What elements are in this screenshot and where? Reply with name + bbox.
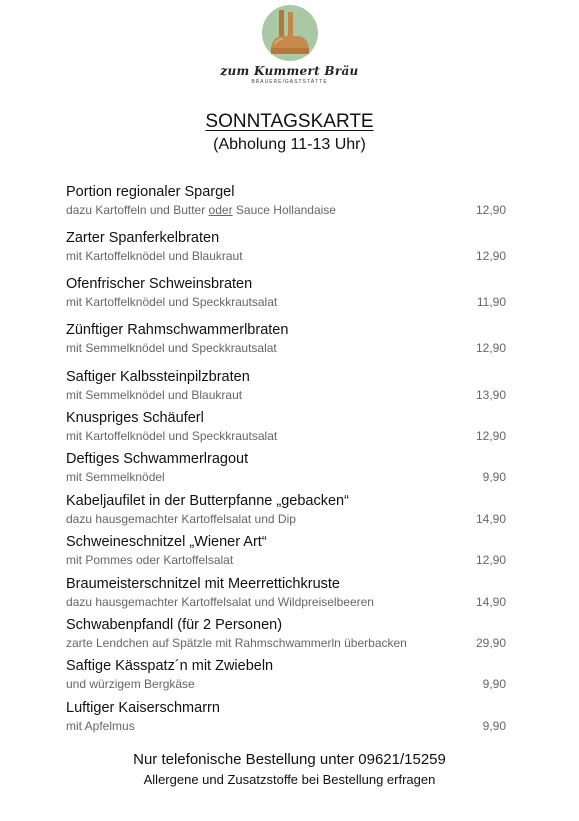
menu-item [66,230,506,264]
menu-item [66,493,506,527]
menu-item [66,576,506,610]
order-note: Nur telefonische Bestellung unter 09621/15259 [133,751,446,768]
brand-tagline: BRAUEREIGASTSTÄTTE [251,79,328,85]
menu-item [66,410,506,444]
item-price: 12,90 [475,249,506,263]
item-description-end: Sauce Hollandaise [232,203,336,217]
item-description: mit Semmelknödel und Speckkrautsalat [66,341,277,355]
menu-item [66,658,506,692]
item-name: Deftiges Schwammerlragout [66,451,249,467]
item-description: zarte Lendchen auf Spätzle mit Rahmschwammerln überbacken [66,636,407,650]
item-name: Zünftiger Rahmschwammerlbraten [66,322,289,338]
brewery-kettle-icon [261,4,319,62]
item-name: Braumeisterschnitzel mit Meerrettichkruste [66,576,340,592]
item-description: mit Kartoffelknödel und Speckkrautsalat [66,295,278,309]
item-name: Schweineschnitzel „Wiener Art“ [66,534,267,550]
item-price: 12,90 [475,341,506,355]
item-description-underlined: oder [208,203,233,217]
item-description: und würzigem Bergkäse [66,677,195,691]
menu-item [66,369,506,403]
item-description: mit Kartoffelknödel und Blaukraut [66,249,243,263]
item-price: 12,90 [475,429,506,443]
item-description: dazu hausgemachter Kartoffelsalat und Wildpreiselbeeren [66,595,374,609]
item-description [66,203,506,218]
restaurant-logo [0,4,579,85]
item-name: Luftiger Kaiserschmarrn [66,700,220,716]
item-name: Saftiger Kalbssteinpilzbraten [66,369,250,385]
item-description: mit Apfelmus [66,719,135,733]
item-price: 11,90 [476,295,506,309]
item-price: 12,90 [475,203,506,217]
brand-name: zum Kummert Bräu [220,64,359,78]
item-name: Knuspriges Schäuferl [66,410,204,426]
menu-item [66,617,506,651]
item-description: mit Pommes oder Kartoffelsalat [66,553,234,567]
item-name: Schwabenpfandl (für 2 Personen) [66,617,283,633]
item-price: 13,90 [475,388,506,402]
page-subtitle: (Abholung 11-13 Uhr) [213,136,366,153]
item-name: Ofenfrischer Schweinsbraten [66,276,253,292]
item-description: dazu hausgemachter Kartoffelsalat und Dip [66,512,296,526]
item-price: 14,90 [475,512,506,526]
page-title: SONNTAGSKARTE [205,111,374,132]
item-price: 9,90 [482,677,506,691]
item-price: 9,90 [482,719,506,733]
allergen-note: Allergene und Zusatzstoffe bei Bestellung erfragen [143,772,436,787]
menu-item [66,700,506,734]
item-description: mit Kartoffelknödel und Speckkrautsalat [66,429,278,443]
item-name: Kabeljaufilet in der Butterpfanne „gebacken“ [66,493,349,509]
menu-item [66,276,506,310]
item-description: mit Semmelknödel und Blaukraut [66,388,243,402]
item-name: Portion regionaler Spargel [66,184,235,200]
item-name: Saftige Kässpatz´n mit Zwiebeln [66,658,274,674]
item-price: 9,90 [482,470,506,484]
item-price: 14,90 [475,595,506,609]
menu-item [66,534,506,568]
menu-item [66,184,506,218]
item-price: 29,90 [475,636,506,650]
menu-item [66,322,506,356]
item-name: Zarter Spanferkelbraten [66,230,220,246]
item-description: mit Semmelknödel [66,470,165,484]
item-price: 12,90 [475,553,506,567]
item-description-start: dazu Kartoffeln und Butter [66,203,209,217]
menu-item [66,451,506,485]
